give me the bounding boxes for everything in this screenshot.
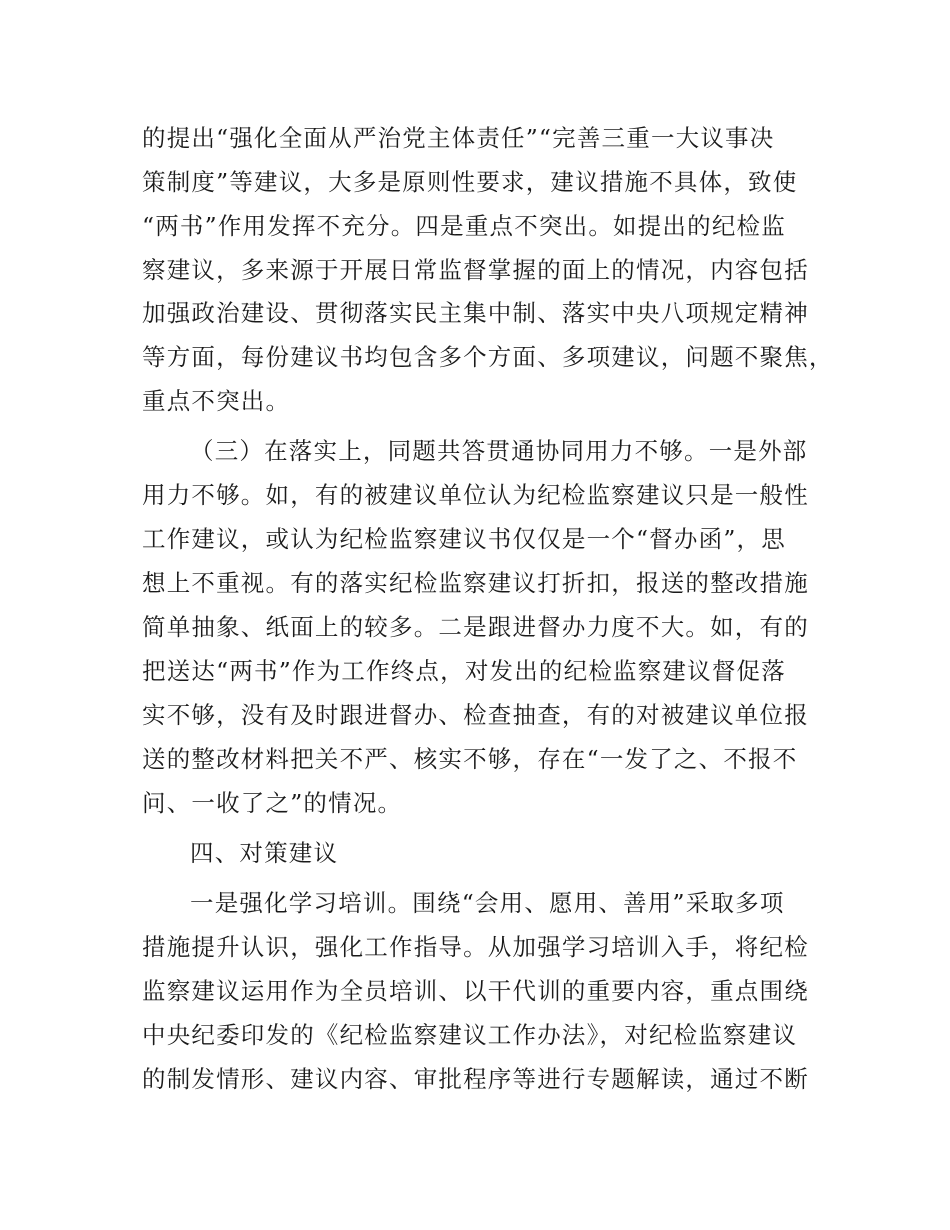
body-text-line: 策制度”等建议，大多是原则性要求，建议措施不具体，致使	[142, 168, 798, 196]
body-text-line: 监察建议运用作为全员培训、以干代训的重要内容，重点围绕	[142, 977, 809, 1005]
body-text-line: 的提出“强化全面从严治党主体责任”“完善三重一大议事决	[142, 124, 775, 152]
section-heading: 四、对策建议	[190, 839, 339, 867]
body-text-line: 把送达“两书”作为工作终点，对发出的纪检监察建议督促落	[142, 657, 786, 685]
body-text-line: 察建议，多来源于开展日常监督掌握的面上的情况，内容包括	[142, 256, 809, 284]
body-text-line: “两书”作用发挥不充分。四是重点不突出。如提出的纪检监	[142, 212, 786, 240]
body-text-line: 中央纪委印发的《纪检监察建议工作办法》，对纪检监察建议	[142, 1021, 798, 1049]
body-text-line: 的制发情形、建议内容、审批程序等进行专题解读，通过不断	[142, 1065, 809, 1093]
body-text-line: 实不够，没有及时跟进督办、检查抽查，有的对被建议单位报	[142, 701, 809, 729]
body-text-line: 想上不重视。有的落实纪检监察建议打折扣，报送的整改措施	[142, 569, 809, 597]
body-text-line: 等方面，每份建议书均包含多个方面、多项建议，问题不聚焦，	[142, 343, 834, 371]
body-text-line: 简单抽象、纸面上的较多。二是跟进督办力度不大。如，有的	[142, 613, 809, 641]
body-text-line: 工作建议，或认为纪检监察建议书仅仅是一个“督办函”，思	[142, 525, 786, 553]
body-text-line: 用力不够。如，有的被建议单位认为纪检监察建议只是一般性	[142, 481, 809, 509]
body-text-line: 重点不突出。	[142, 387, 291, 415]
body-text-line: 问、一收了之”的情况。	[142, 789, 403, 817]
body-text-line: 一是强化学习培训。围绕“会用、愿用、善用”采取多项	[190, 889, 785, 917]
body-text-line: 措施提升认识，强化工作指导。从加强学习培训入手，将纪检	[142, 933, 809, 961]
body-text-line: 送的整改材料把关不严、核实不够，存在“一发了之、不报不	[142, 745, 798, 773]
subsection-heading-line: （三）在落实上，同题共答贯通协同用力不够。一是外部	[190, 437, 808, 465]
body-text-line: 加强政治建设、贯彻落实民主集中制、落实中央八项规定精神	[142, 299, 809, 327]
